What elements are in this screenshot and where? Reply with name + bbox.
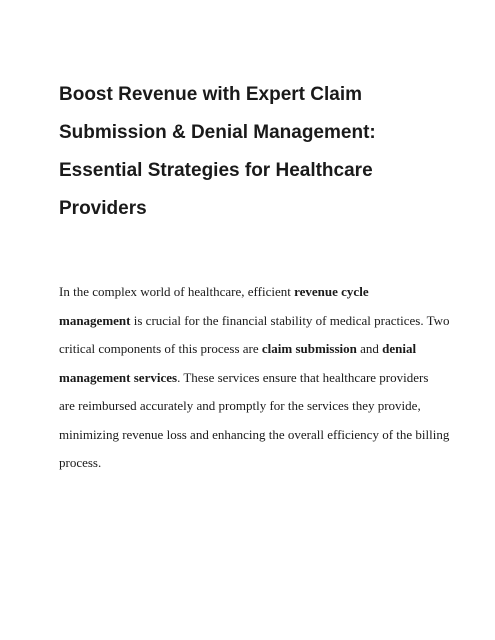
bold-term-management: management bbox=[59, 312, 131, 328]
bold-term-claim-submission: claim submission bbox=[261, 341, 357, 356]
title-line-4: Providers bbox=[59, 198, 147, 219]
title-line-3: Essential Strategies for Healthcare bbox=[59, 160, 373, 181]
paragraph-line-2 bbox=[59, 307, 459, 336]
title-line-2: Submission & Denial Management: bbox=[59, 122, 376, 143]
bold-term-denial: denial bbox=[382, 341, 417, 356]
paragraph-line-3 bbox=[59, 335, 459, 364]
text-run: and bbox=[356, 341, 383, 356]
title-line-1: Boost Revenue with Expert Claim bbox=[59, 84, 363, 105]
bold-term-management-services: management services bbox=[59, 369, 178, 385]
paragraph-line-7: process. bbox=[59, 455, 102, 470]
paragraph-line-1 bbox=[59, 278, 459, 307]
document-title bbox=[59, 76, 459, 228]
intro-paragraph bbox=[59, 278, 459, 478]
bold-term-revenue-cycle: revenue cycle bbox=[294, 284, 369, 299]
text-run: critical components of this process are bbox=[59, 341, 262, 356]
text-run: . These services ensure that healthcare providers bbox=[177, 369, 429, 385]
paragraph-line-5: are reimbursed accurately and promptly for the services they provide, bbox=[59, 398, 421, 413]
text-run: In the complex world of healthcare, efficient bbox=[59, 284, 295, 299]
paragraph-line-6: minimizing revenue loss and enhancing the overall efficiency of the billing bbox=[59, 426, 450, 442]
paragraph-line-4 bbox=[59, 364, 459, 393]
text-run: is crucial for the financial stability of medical practices. Two bbox=[130, 312, 450, 328]
